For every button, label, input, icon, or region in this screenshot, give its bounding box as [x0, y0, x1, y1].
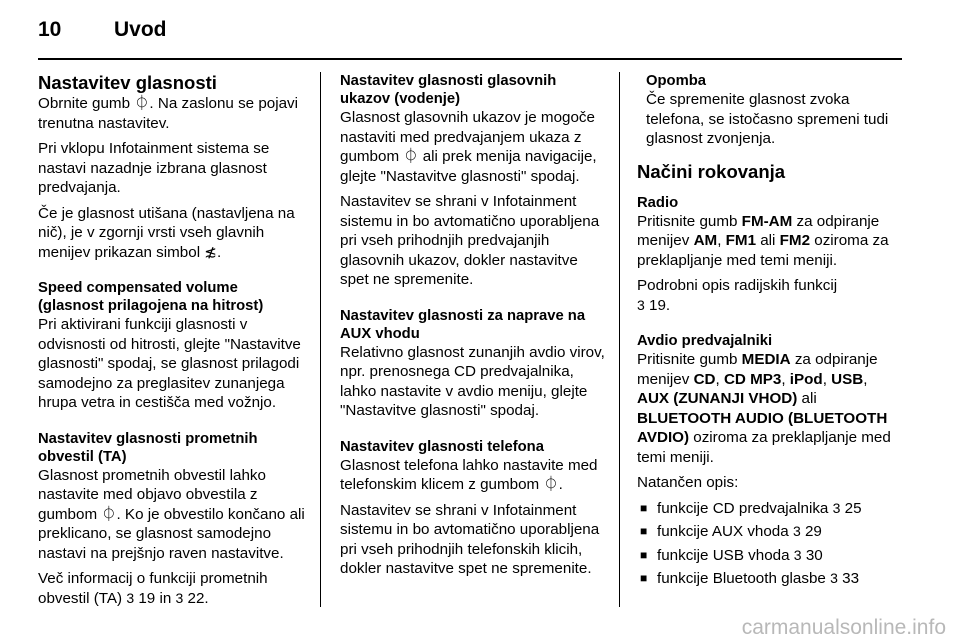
xref-icon[interactable]: 3 — [830, 570, 838, 586]
volume-para-2: Pri vklopu Infotainment sistema se nastavi nazadnje izbrana glasnost predvajanja. — [38, 140, 270, 196]
volume-para-3: Če je glasnost utišana (nastavljena na nič), je v zgornji vrsti vseh glavnih menijev prikazan simbol ≴. — [38, 204, 295, 261]
list-item: ■ funkcije AUX vhoda 3 29 — [640, 523, 822, 540]
heading-aux-volume: Nastavitev glasnosti za naprave na AUX vhodu — [340, 307, 586, 342]
detail-list — [637, 499, 905, 589]
chapter-title: Uvod — [114, 18, 167, 41]
heading-phone-volume: Nastavitev glasnosti telefona — [340, 438, 544, 455]
bullet-icon: ■ — [640, 500, 648, 515]
xref-icon[interactable]: 3 — [793, 546, 802, 563]
heading-ta-volume: Nastavitev glasnosti prometnih obvestil (TA) — [38, 430, 258, 465]
radio-para: Pritisnite gumb FM-AM za odpiranje menijev AM, FM1 ali FM2 oziroma za preklapljanje med temi meniji. — [637, 212, 889, 269]
heading-operating-modes: Načini rokovanja — [637, 160, 786, 182]
bullet-icon: ■ — [640, 547, 648, 562]
column-2 — [340, 72, 606, 585]
nav-para-2: Nastavitev se shrani v Infotainment sistemu in bo avtomatično uporabljena pri vseh prihodnjih predvajanjih glasovnih ukazov, dokler nastavitve spet ne spremenite. — [340, 193, 600, 288]
list-item: ■ funkcije Bluetooth glasbe 3 33 — [640, 570, 860, 587]
note-box — [646, 72, 905, 149]
column-3 — [637, 72, 905, 593]
heading-volume: Nastavitev glasnosti — [38, 72, 217, 93]
note-text: Če spremenite glasnost zvoka telefona, se istočasno spremeni tudi glasnost zvonjenja. — [646, 91, 889, 147]
list-item: ■ funkcije USB vhoda 3 30 — [640, 546, 823, 564]
heading-audio-players: Avdio predvajalniki — [637, 333, 773, 349]
detail-label: Natančen opis: — [637, 474, 739, 491]
heading-radio: Radio — [637, 194, 679, 211]
page-number: 10 — [38, 18, 62, 41]
ta-para-1: Glasnost prometnih obvestil lahko nastavite med objavo obvestila z gumbom ⏀. Ko je obvestilo končano ali preklicano, se glasnost samodejno nastavi na prejšnjo raven nastavitve. — [38, 466, 305, 562]
ta-para-2: Več informacij o funkciji prometnih obvestil (TA) 3 19 in 3 22. — [38, 570, 268, 607]
phone-para-1: Glasnost telefona lahko nastavite med telefonskim klicem z gumbom ⏀. — [340, 456, 598, 493]
nav-para-1: Glasnost glasovnih ukazov je mogoče nastaviti med predvajanjem ukaza z gumbom ⏀ ali prek menija navigacije, glejte "Nastavitve glasnosti" spodaj. — [340, 109, 597, 185]
speed-para: Pri aktivirani funkciji glasnosti v odvisnosti od hitrosti, glejte "Nastavitve glasnosti" spodaj, se glasnost prilagodi samodejno za preglasitev zunanjega hrupa vetra in cestišča med vožnjo. — [38, 316, 301, 411]
heading-speed-volume: Speed compensated volume (glasnost prilagojena na hitrost) — [38, 280, 264, 314]
volume-para-1: Obrnite gumb ⏀. Na zaslonu se pojavi trenutna nastavitev. — [38, 95, 299, 132]
heading-nav-volume: Nastavitev glasnosti glasovnih ukazov (vodenje) — [340, 73, 557, 107]
bullet-icon: ■ — [640, 524, 648, 538]
header-rule — [38, 58, 902, 60]
radio-detail: Podrobni opis radijskih funkcij 3 19. — [637, 277, 838, 314]
xref-icon[interactable]: 3 — [175, 589, 184, 606]
aux-para: Relativno glasnost zunanjih avdio virov, npr. prenosnega CD predvajalnika, lahko nastavite v avdio meniju, glejte "Nastavitve glasnosti" spodaj. — [340, 343, 605, 419]
column-1 — [38, 72, 306, 614]
column-divider-2 — [619, 72, 620, 607]
xref-icon[interactable]: 3 — [637, 296, 645, 313]
bullet-icon: ■ — [640, 571, 648, 585]
phone-para-2: Nastavitev se shrani v Infotainment sistemu in bo avtomatično uporabljena pri vseh prihodnjih telefonskih klicih, dokler nastavitve spet ne spremenite. — [340, 501, 600, 577]
watermark: carmanualsonline.info — [741, 616, 946, 639]
xref-icon[interactable]: 3 — [792, 523, 801, 539]
media-button-label: MEDIA — [741, 351, 791, 368]
column-divider-1 — [320, 72, 321, 607]
list-item: ■ funkcije CD predvajalnika 3 25 — [640, 499, 862, 517]
fm-am-button-label: FM-AM — [741, 212, 793, 230]
note-title: Opomba — [646, 73, 707, 89]
audio-para: Pritisnite gumb MEDIA za odpiranje menijev CD, CD MP3, iPod, USB, AUX (ZUNANJI VHOD) ali BLUETOOTH AUDIO (BLUETOOTH AVDIO) oziroma za preklapljanje med temi meniji. — [637, 351, 891, 466]
xref-icon[interactable]: 3 — [832, 499, 841, 516]
xref-icon[interactable]: 3 — [126, 589, 135, 606]
